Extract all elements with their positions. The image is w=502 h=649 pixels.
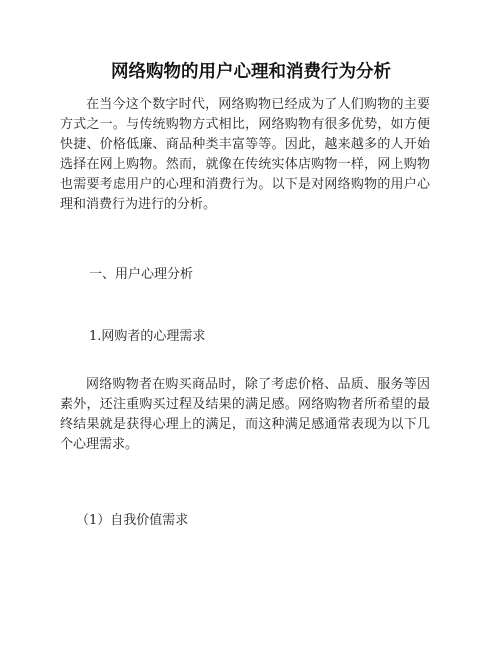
document-title: 网络购物的用户心理和消费行为分析 (111, 62, 391, 82)
subsection-heading: 1.网购者的心理需求 (89, 329, 206, 344)
subsection-paragraph: 网络购物者在购买商品时，除了考虑价格、品质、服务等因素外，还注重购买过程及结果的满足感。网络购物者所希望的最终结果就是获得心理上的满足，而这种满足感通常表现为以下几个心理需求。 (60, 377, 430, 452)
section-heading: 一、用户心理分析 (89, 267, 194, 282)
intro-paragraph: 在当今这个数字时代，网络购物已经成为了人们购物的主要方式之一。与传统购物方式相比，网络购物有很多优势，如方便快捷、价格低廉、商品种类丰富等等。因此，越来越多的人开始选择在网上购物。然而，就像在传统实体店购物一样，网上购物也需要考虑用户的心理和消费行为。以下是对网络购物的用户心理和消费行为进行的分析。 (60, 97, 430, 212)
item-heading: （1）自我价值需求 (76, 513, 189, 528)
